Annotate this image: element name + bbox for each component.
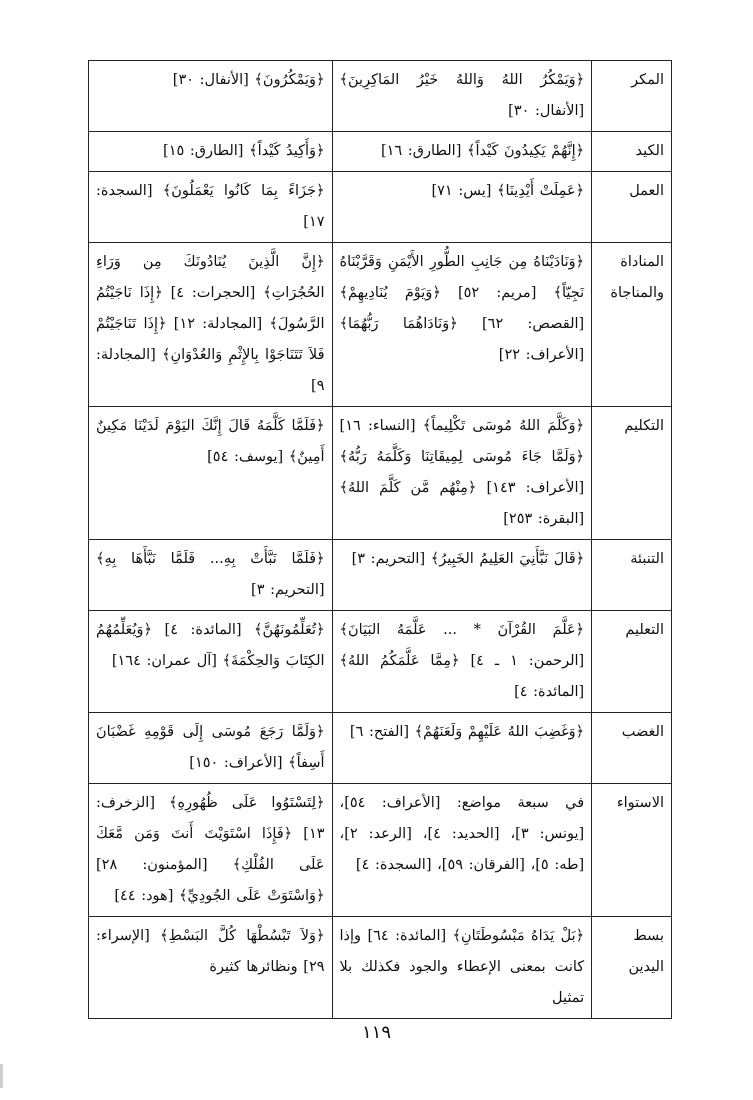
verse-cell-b: ﴿وَأَكِيدُ كَيْداً﴾ [الطارق: ١٥] [89, 132, 333, 172]
table-row [89, 784, 672, 917]
term-cell: العمل [592, 172, 672, 243]
verse-cell-b: ﴿إِنَّ الَّذِينَ يُنَادُونَكَ مِن وَرَاءِ الحُجُرَاتِ﴾ [الحجرات: ٤] ﴿إِذَا نَاجَيْتُمُ الرَّسُولَ﴾ [المجادلة: ١٢] ﴿إِذَا تَنَاجَيْتُمْ فَلاَ تَتَنَاجَوْا بِالإِثْمِ وَالعُدْوَانِ﴾ [المجادلة: ٩] [89, 243, 333, 407]
term-cell: المناداة والمناجاة [592, 243, 672, 407]
verse-cell-b: ﴿وَلَمَّا رَجَعَ مُوسَى إِلَى قَوْمِهِ غَضْبَانَ أَسِفاً﴾ [الأعراف: ١٥٠] [89, 713, 333, 784]
verse-cell-a: في سبعة مواضع: [الأعراف: ٥٤]، [يونس: ٣]، [الحديد: ٤]، [الرعد: ٢]، [طه: ٥]، [الفرقان: ٥٩]، [السجدة: ٤] [332, 784, 592, 917]
terms-table [88, 60, 672, 1019]
verse-cell-a: ﴿إِنَّهُمْ يَكِيدُونَ كَيْداً﴾ [الطارق: ١٦] [332, 132, 592, 172]
verse-cell-a: ﴿وَيَمْكُرُ اللهُ وَاللهُ خَيْرُ المَاكِرِينَ﴾ [الأنفال: ٣٠] [332, 61, 592, 132]
table-row [89, 917, 672, 1019]
term-cell: الاستواء [592, 784, 672, 917]
table-row [89, 713, 672, 784]
table-row [89, 540, 672, 611]
verse-cell-b: ﴿وَلاَ تَبْسُطْهَا كُلَّ البَسْطِ﴾ [الإسراء: ٢٩] ونظائرها كثيرة [89, 917, 333, 1019]
page-number: ١١٩ [361, 1022, 391, 1043]
term-cell: التعليم [592, 611, 672, 713]
table-row [89, 407, 672, 540]
verse-cell-a: ﴿وَكَلَّمَ اللهُ مُوسَى تَكْلِيماً﴾ [النساء: ١٦] ﴿وَلَمَّا جَاءَ مُوسَى لِمِيقَاتِنَا وَكَلَّمَهُ رَبُّهُ﴾ [الأعراف: ١٤٣] ﴿مِنْهُم مَّن كَلَّمَ اللهُ﴾ [البقرة: ٢٥٣] [332, 407, 592, 540]
verse-cell-b: ﴿وَيَمْكُرُونَ﴾ [الأنفال: ٣٠] [89, 61, 333, 132]
term-cell: التكليم [592, 407, 672, 540]
term-cell: الغضب [592, 713, 672, 784]
verse-cell-b: ﴿جَزَاءً بِمَا كَانُوا يَعْمَلُونَ﴾ [السجدة: ١٧] [89, 172, 333, 243]
verse-cell-b: ﴿فَلَمَّا كَلَّمَهُ قَالَ إِنَّكَ اليَوْمَ لَدَيْنَا مَكِينٌ أَمِينٌ﴾ [يوسف: ٥٤] [89, 407, 333, 540]
verse-cell-b: ﴿لِتَسْتَوُوا عَلَى ظُهُورِهِ﴾ [الزخرف: ١٣] ﴿فَإِذَا اسْتَوَيْتَ أَنتَ وَمَن مَّعَكَ عَلَى الفُلْكِ﴾ [المؤمنون: ٢٨] ﴿وَاسْتَوَتْ عَلَى الجُودِيِّ﴾ [هود: ٤٤] [89, 784, 333, 917]
term-cell: الكيد [592, 132, 672, 172]
term-cell: المكر [592, 61, 672, 132]
term-cell: بسط اليدين [592, 917, 672, 1019]
verse-cell-a: ﴿وَنَادَيْنَاهُ مِن جَانِبِ الطُّورِ الأَيْمَنِ وَقَرَّبْنَاهُ نَجِيّاً﴾ [مريم: ٥٢] ﴿وَيَوْمَ يُنَادِيهِمْ﴾ [القصص: ٦٢] ﴿وَنَادَاهُمَا رَبُّهُمَا﴾ [الأعراف: ٢٢] [332, 243, 592, 407]
verse-cell-a: ﴿وَغَضِبَ اللهُ عَلَيْهِمْ وَلَعَنَهُمْ﴾ [الفتح: ٦] [332, 713, 592, 784]
verse-cell-a: ﴿قَالَ نَبَّأَنِيَ العَلِيمُ الخَبِيرُ﴾ [التحريم: ٣] [332, 540, 592, 611]
table-row [89, 172, 672, 243]
verse-cell-a: ﴿عَلَّمَ القُرْآنَ * ... عَلَّمَهُ البَيَانَ﴾ [الرحمن: ١ ـ ٤] ﴿مِمَّا عَلَّمَكُمُ اللهُ﴾ [المائدة: ٤] [332, 611, 592, 713]
table-row [89, 243, 672, 407]
table-row [89, 132, 672, 172]
table-row [89, 611, 672, 713]
term-cell: التنبئة [592, 540, 672, 611]
verse-cell-b: ﴿فَلَمَّا نَبَّأَتْ بِهِ... فَلَمَّا نَبَّأَهَا بِهِ﴾ [التحريم: ٣] [89, 540, 333, 611]
scan-edge-mark [0, 1064, 3, 1088]
verse-cell-a: ﴿عَمِلَتْ أَيْدِينَا﴾ [يس: ٧١] [332, 172, 592, 243]
verse-cell-a: ﴿بَلْ يَدَاهُ مَبْسُوطَتَانِ﴾ [المائدة: ٦٤] وإذا كانت بمعنى الإعطاء والجود فكذلك بلا تمثيل [332, 917, 592, 1019]
verse-cell-b: ﴿تُعَلِّمُونَهُنَّ﴾ [المائدة: ٤] ﴿وَيُعَلِّمُهُمُ الكِتَابَ وَالحِكْمَةَ﴾ [آل عمران: ١٦٤] [89, 611, 333, 713]
table-row [89, 61, 672, 132]
